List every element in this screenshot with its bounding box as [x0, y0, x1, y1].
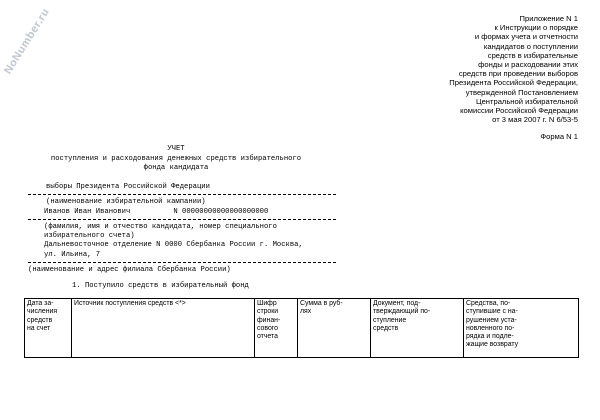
divider: [28, 219, 336, 220]
title-line-2: поступления и расходования денежных средств избирательного: [50, 155, 302, 163]
column-header: Шифр строки финан- сового отчета: [255, 299, 298, 358]
appendix-line: к Инструкции о порядке: [494, 23, 578, 33]
appendix-line: комиссии Российской Федерации: [460, 106, 578, 116]
form-number: Форма N 1: [540, 132, 578, 141]
column-header: Дата за- числения средств на счет: [25, 299, 72, 358]
watermark: NoNumber.ru: [2, 6, 53, 77]
column-header: Источник поступления средств <*>: [72, 299, 255, 358]
appendix-line: Центральной избирательной: [475, 96, 578, 106]
receipts-table: [24, 298, 579, 358]
candidate-caption-2: избирательного счета): [44, 232, 135, 240]
bank-line-1: Дальневосточное отделение N 0000 Сбербанка России г. Москва,: [44, 241, 303, 249]
column-header: Документ, под- тверждающий по- ступление средств: [371, 299, 464, 358]
campaign-caption: (наименование избирательной кампании): [46, 198, 206, 206]
appendix-block: [338, 14, 578, 124]
bank-line-2: ул. Ильина, 7: [44, 251, 101, 259]
title-line-3: фонда кандидата: [143, 164, 209, 172]
appendix-line: кандидатов о поступлении: [483, 41, 578, 51]
appendix-line: средств в избирательные: [487, 50, 578, 60]
column-header: Средства, по- ступившие с на- рушением уста- новленного по- рядка и подле- жащие возврату: [464, 299, 579, 358]
divider: [28, 262, 336, 263]
bank-caption: (наименование и адрес филиала Сбербанка России): [28, 266, 231, 274]
section-heading: 1. Поступило средств в избирательный фонд: [72, 282, 249, 290]
appendix-line: средств при проведении выборов: [458, 69, 578, 79]
table-header-row: [25, 299, 579, 358]
column-header: Сумма в руб- лях: [298, 299, 371, 358]
title-line-1: УЧЕТ: [167, 145, 185, 153]
appendix-line: и формах учета и отчетности: [474, 32, 578, 42]
candidate-caption-1: (фамилия, имя и отчество кандидата, номер специального: [44, 223, 277, 231]
divider: [28, 194, 336, 195]
election-name: выборы Президента Российской Федерации: [46, 183, 210, 191]
appendix-line: утвержденной Постановлением: [465, 87, 578, 97]
candidate-line: Иванов Иван Иванович N 00000000000000000000: [44, 208, 269, 216]
appendix-line: Приложение N 1: [519, 14, 578, 23]
appendix-line: Президента Российской Федерации,: [449, 78, 578, 88]
appendix-line: фонды и расходовании этих: [478, 60, 578, 70]
appendix-line: от 3 мая 2007 г. N 6/53-5: [492, 115, 578, 125]
